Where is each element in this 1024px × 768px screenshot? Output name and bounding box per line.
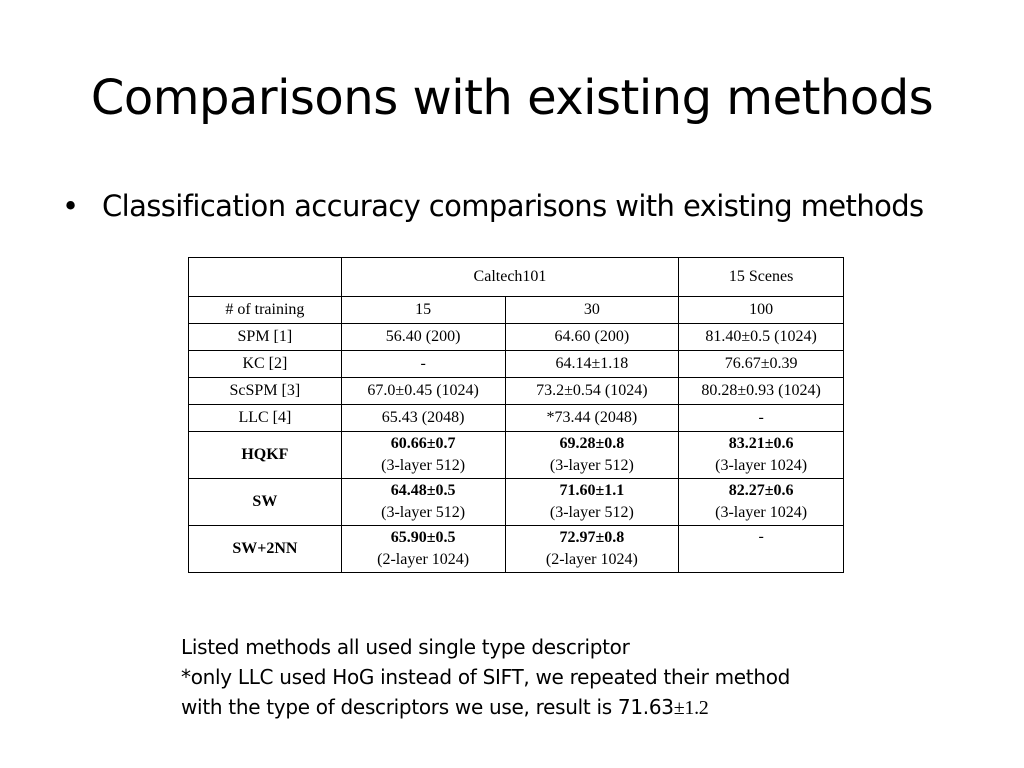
bullet-text: Classification accuracy comparisons with existing methods xyxy=(102,189,924,223)
value-cell xyxy=(679,479,844,526)
value-cell: 81.40±0.5 (1024) xyxy=(679,324,844,351)
layer-config: (3-layer 512) xyxy=(381,504,466,521)
layer-config: (3-layer 1024) xyxy=(715,504,808,521)
accuracy-value: 60.66±0.7 xyxy=(390,435,456,452)
footnotes xyxy=(181,632,790,723)
slide-title: Comparisons with existing methods xyxy=(90,70,934,126)
note-text: with the type of descriptors we use, result is 71.63 xyxy=(181,695,674,719)
value-cell: *73.44 (2048) xyxy=(505,405,679,432)
note-line: *only LLC used HoG instead of SIFT, we repeated their method xyxy=(181,665,791,689)
table-row xyxy=(189,324,844,351)
value-cell xyxy=(341,432,505,479)
accuracy-value: 64.48±0.5 xyxy=(390,482,456,499)
layer-config: (3-layer 512) xyxy=(549,504,634,521)
accuracy-value: 72.97±0.8 xyxy=(559,529,625,546)
accuracy-value: 65.90±0.5 xyxy=(390,529,456,546)
method-cell: ScSPM [3] xyxy=(189,378,342,405)
value-cell: 67.0±0.45 (1024) xyxy=(341,378,505,405)
value-cell: 76.67±0.39 xyxy=(679,351,844,378)
value-cell: 65.43 (2048) xyxy=(341,405,505,432)
subheader-100: 100 xyxy=(679,297,844,324)
subheader-30: 30 xyxy=(505,297,679,324)
note-line xyxy=(181,692,790,723)
method-cell: KC [2] xyxy=(189,351,342,378)
note-value: ±1.2 xyxy=(673,697,709,719)
method-cell: SW xyxy=(189,479,342,526)
header-15-scenes: 15 Scenes xyxy=(679,258,844,297)
layer-config: (2-layer 1024) xyxy=(545,551,638,568)
table-header-row xyxy=(189,258,844,297)
value-cell xyxy=(341,526,505,573)
value-cell xyxy=(505,432,679,479)
value-cell: 64.60 (200) xyxy=(505,324,679,351)
method-cell: HQKF xyxy=(189,432,342,479)
table-row xyxy=(189,405,844,432)
layer-config: (3-layer 1024) xyxy=(715,457,808,474)
table-subheader-row xyxy=(189,297,844,324)
layer-config: (2-layer 1024) xyxy=(377,551,470,568)
subheader-training-label: # of training xyxy=(189,297,342,324)
value-cell: 64.14±1.18 xyxy=(505,351,679,378)
table-row xyxy=(189,432,844,479)
value-cell xyxy=(505,479,679,526)
value-cell: - xyxy=(341,351,505,378)
accuracy-value: 83.21±0.6 xyxy=(728,435,794,452)
bullet-marker: • xyxy=(62,189,79,223)
value-cell: - xyxy=(679,405,844,432)
layer-config: (3-layer 512) xyxy=(549,457,634,474)
accuracy-value: 82.27±0.6 xyxy=(728,482,794,499)
value-cell xyxy=(679,526,844,573)
accuracy-value: - xyxy=(758,528,764,545)
bullet-item xyxy=(62,188,924,224)
value-cell: 56.40 (200) xyxy=(341,324,505,351)
header-caltech101: Caltech101 xyxy=(341,258,678,297)
layer-config: (3-layer 512) xyxy=(381,457,466,474)
method-cell: LLC [4] xyxy=(189,405,342,432)
subheader-15: 15 xyxy=(341,297,505,324)
table-row xyxy=(189,479,844,526)
table-row xyxy=(189,378,844,405)
value-cell: 80.28±0.93 (1024) xyxy=(679,378,844,405)
table-row xyxy=(189,526,844,573)
comparison-table xyxy=(188,257,844,573)
method-cell: SPM [1] xyxy=(189,324,342,351)
header-corner-cell xyxy=(189,258,342,297)
value-cell xyxy=(505,526,679,573)
value-cell xyxy=(341,479,505,526)
value-cell: 73.2±0.54 (1024) xyxy=(505,378,679,405)
value-cell xyxy=(679,432,844,479)
note-line: Listed methods all used single type descriptor xyxy=(181,635,630,659)
method-cell: SW+2NN xyxy=(189,526,342,573)
table-row xyxy=(189,351,844,378)
accuracy-value: 69.28±0.8 xyxy=(559,435,625,452)
accuracy-value: 71.60±1.1 xyxy=(559,482,625,499)
